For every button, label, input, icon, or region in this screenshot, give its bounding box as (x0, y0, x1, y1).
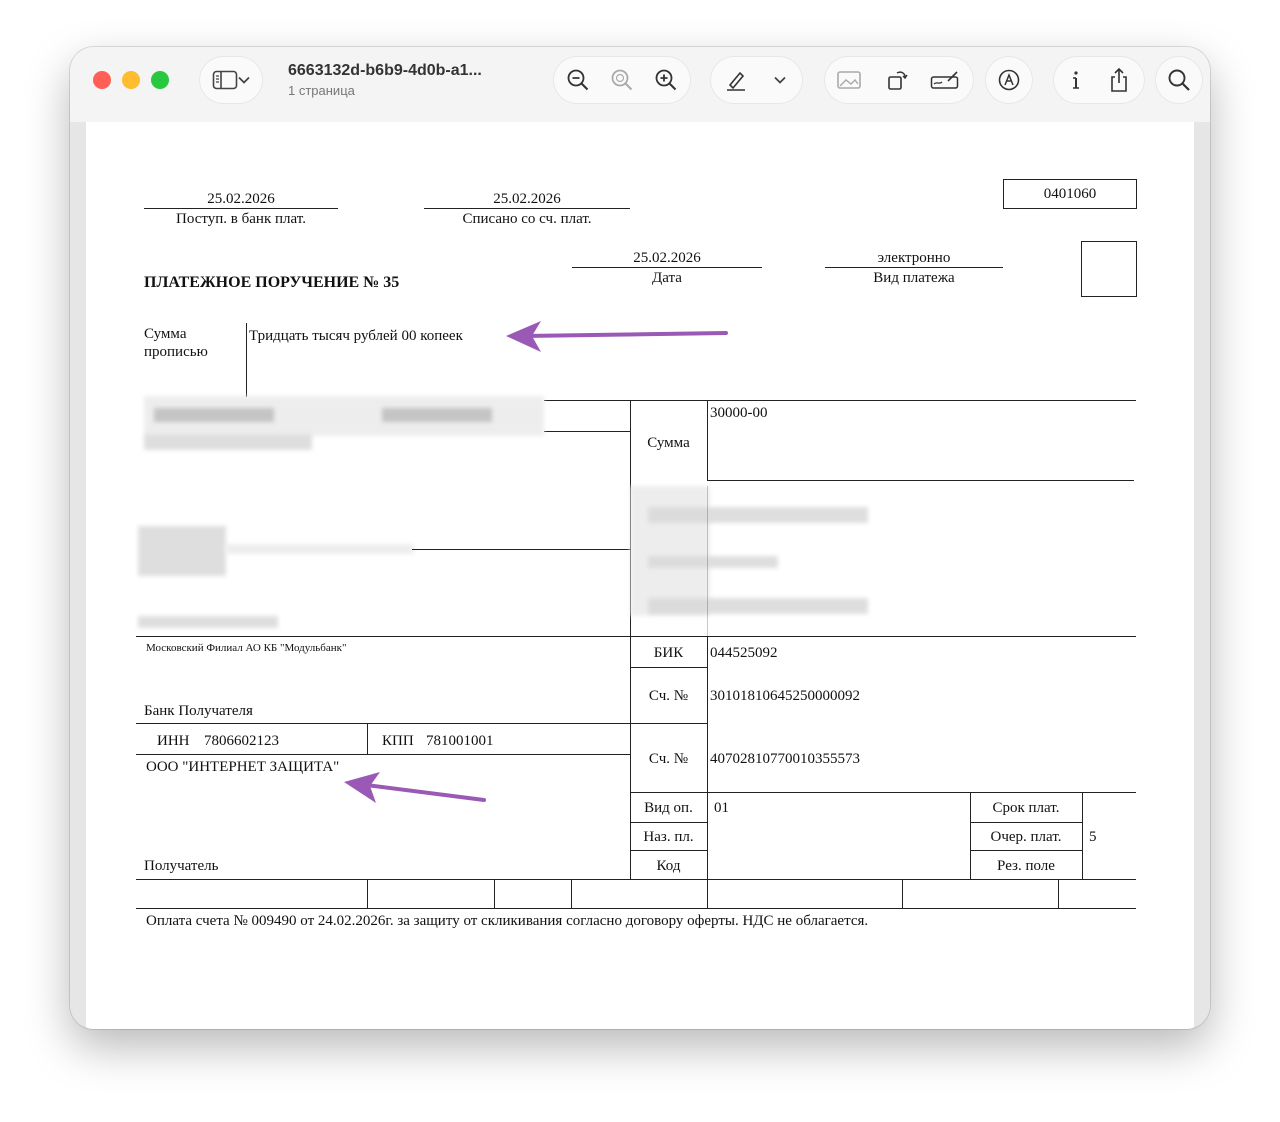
zoom-button[interactable] (151, 71, 169, 89)
recipient-name: ООО "ИНТЕРНЕТ ЗАЩИТА" (146, 759, 340, 775)
payment-purpose: Оплата счета № 009490 от 24.02.2026г. за защиту от скликивания согласно договору оферты. НДС не облагается. (146, 913, 869, 929)
zoom-in-icon[interactable] (649, 63, 683, 97)
priority-label: Очер. плат. (990, 829, 1062, 845)
rotate-icon[interactable] (880, 63, 914, 97)
payment-date: 25.02.2026 (633, 250, 701, 266)
amount-label: Сумма (647, 435, 690, 451)
preview-window (70, 47, 1210, 1029)
bank-received-label: Поступ. в банк плат. (176, 211, 306, 227)
kpp-label: КПП (382, 733, 414, 749)
image-icon[interactable] (832, 63, 866, 97)
code-label: Код (656, 858, 681, 874)
term-label: Срок плат. (992, 800, 1060, 816)
minimize-button[interactable] (122, 71, 140, 89)
debited-label: Списано со сч. плат. (462, 211, 592, 227)
close-button[interactable] (93, 71, 111, 89)
op-type-label: Вид оп. (644, 800, 693, 816)
share-icon[interactable] (1102, 63, 1136, 97)
markup-group (986, 57, 1032, 103)
payment-type: электронно (877, 250, 951, 266)
document-title: ПЛАТЕЖНОЕ ПОРУЧЕНИЕ № 35 (144, 274, 400, 291)
recipient-label: Получатель (144, 858, 219, 874)
zoom-out-icon[interactable] (561, 63, 595, 97)
document-view[interactable] (70, 122, 1210, 1029)
recipient-account-value: 40702810770010355573 (710, 751, 860, 767)
toolbar (70, 47, 1210, 122)
document-title: 6663132d-b6b9-4d0b-a1... (288, 62, 482, 79)
chevron-down-icon[interactable] (763, 63, 797, 97)
markup-icon[interactable] (992, 63, 1026, 97)
amount-words-label: Сумма (144, 326, 187, 342)
priority-value: 5 (1089, 829, 1097, 845)
info-share-group (1054, 57, 1144, 103)
bank-received-date: 25.02.2026 (207, 191, 275, 207)
annotation-arrow-recipient (366, 785, 484, 800)
corr-account-label: Сч. № (648, 688, 689, 704)
signature-icon[interactable] (928, 63, 962, 97)
purpose-code-label: Наз. пл. (643, 829, 694, 845)
chevron-down-icon[interactable] (232, 63, 256, 97)
page-count: 1 страница (288, 83, 355, 98)
recipient-bank-label: Банк Получателя (144, 703, 253, 719)
recipient-account-label: Сч. № (648, 751, 689, 767)
inn-value: 7806602123 (204, 733, 279, 749)
form-code: 0401060 (1003, 179, 1137, 209)
markup-tools-group (825, 57, 973, 103)
payment-type-label: Вид платежа (873, 270, 955, 286)
recipient-bank-name: Московский Филиал АО КБ "Модульбанк" (146, 642, 347, 654)
zoom-group (554, 57, 690, 103)
document-page (86, 122, 1194, 1029)
inn-label: ИНН (157, 733, 190, 749)
amount-in-words: Тридцать тысяч рублей 00 копеек (249, 328, 463, 344)
sidebar-toggle-group[interactable] (200, 57, 262, 103)
payment-date-label: Дата (652, 270, 682, 286)
actual-size-icon[interactable] (605, 63, 639, 97)
reserve-label: Рез. поле (997, 858, 1055, 874)
amount-words-label-2: прописью (144, 344, 208, 360)
annotation-arrows (86, 122, 1194, 1029)
highlight-group (711, 57, 802, 103)
amount-value: 30000-00 (710, 405, 768, 421)
bik-label: БИК (653, 645, 684, 661)
annotation-arrow-amount (524, 333, 726, 336)
search-icon[interactable] (1162, 63, 1196, 97)
info-icon[interactable] (1059, 63, 1093, 97)
search-group (1156, 57, 1202, 103)
debited-date: 25.02.2026 (493, 191, 561, 207)
corr-account-value: 30101810645250000092 (710, 688, 860, 704)
highlight-pen-icon[interactable] (719, 63, 753, 97)
op-type-value: 01 (714, 800, 729, 816)
kpp-value: 781001001 (426, 733, 494, 749)
bik-value: 044525092 (710, 645, 778, 661)
